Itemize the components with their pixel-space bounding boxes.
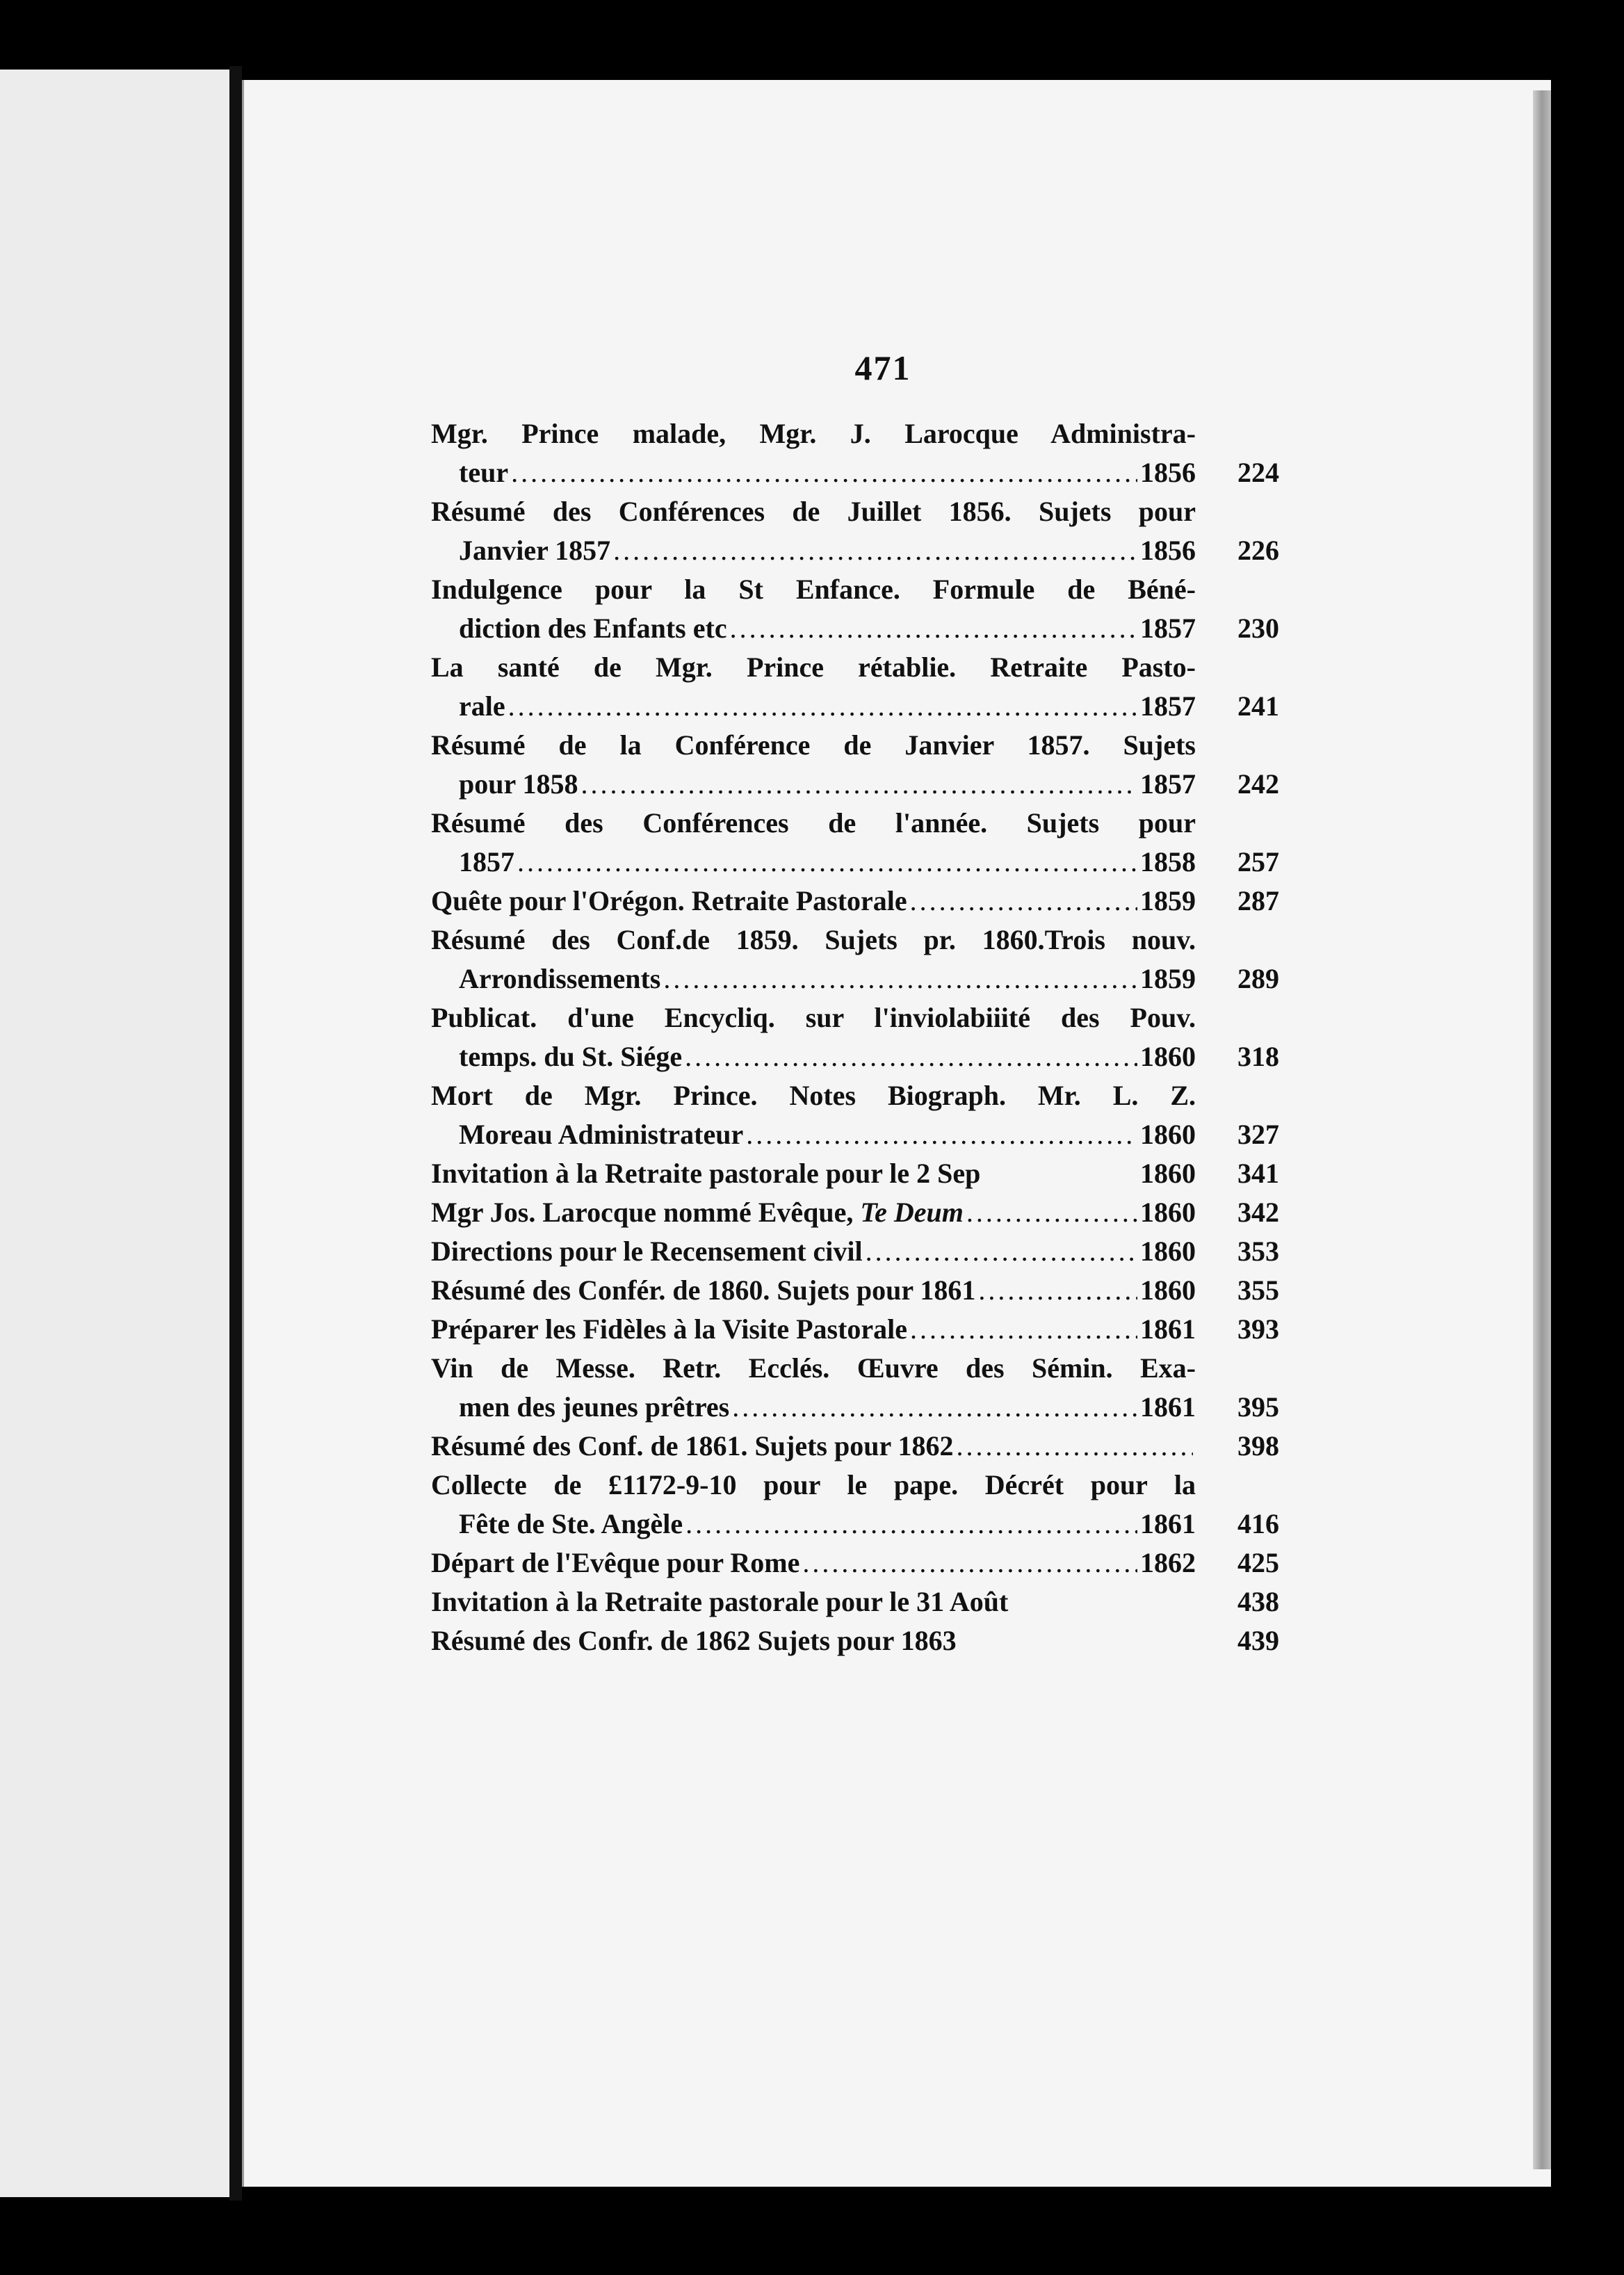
toc-entry-title: Mgr Jos. Larocque nommé Evêque, Te Deum — [431, 1197, 964, 1228]
toc-entry-title: Résumé des Conf. de 1861. Sujets pour 1862 — [431, 1430, 954, 1462]
toc-entry-last-line — [431, 882, 1196, 921]
toc-entry-title: men des jeunes prêtres — [459, 1391, 730, 1423]
toc-entry — [431, 648, 1279, 726]
toc-entry-title: Départ de l'Evêque pour Rome — [431, 1547, 800, 1578]
toc-entry-year: 1862 — [1140, 1547, 1196, 1578]
toc-entry-title: Fête de Ste. Angèle — [459, 1508, 683, 1539]
toc-entry-year: 1856 — [1140, 457, 1196, 488]
toc-entry-last-line — [431, 960, 1196, 998]
toc-entry-last-line — [431, 1388, 1196, 1427]
toc-entry-year: 1861 — [1140, 1391, 1196, 1423]
toc-entry-title: Résumé des Confr. de 1862 Sujets pour 1863 — [431, 1625, 957, 1656]
toc-entry-year: 1861 — [1140, 1313, 1196, 1345]
toc-entry — [431, 998, 1279, 1076]
toc-entry-line: Résumé des Conférences de Juillet 1856. Sujets pour — [431, 496, 1196, 527]
toc-entry — [431, 1544, 1279, 1582]
toc-entry — [431, 1621, 1279, 1660]
leader-dots — [966, 1193, 1137, 1232]
toc-entry-last-line — [431, 1505, 1196, 1544]
leader-dots — [511, 453, 1137, 492]
toc-entry — [431, 1349, 1279, 1427]
toc-entry-last-line — [431, 1310, 1196, 1349]
toc-entry — [431, 1582, 1279, 1621]
toc-entry-title: Invitation à la Retraite pastorale pour le 31 Août — [431, 1586, 1009, 1617]
toc-entry-last-line — [431, 609, 1196, 648]
leader-dots — [581, 765, 1137, 804]
leader-dots — [613, 531, 1137, 570]
toc-entry-year: 1857 — [1140, 690, 1196, 722]
toc-entry-title: Résumé des Confér. de 1860. Sujets pour 1861 — [431, 1274, 976, 1306]
toc-entry — [431, 882, 1279, 921]
toc-entry-page: 241 — [1237, 690, 1279, 722]
leader-dots — [910, 1310, 1137, 1349]
toc-entry-title: rale — [459, 690, 505, 722]
toc-entry-last-line — [431, 1193, 1196, 1232]
toc-entry-line: Mgr. Prince malade, Mgr. J. Larocque Administra- — [431, 418, 1196, 449]
toc-entry-title: 1857 — [459, 846, 514, 877]
toc-entry — [431, 1466, 1279, 1544]
left-page — [0, 70, 234, 2197]
toc-entry-page: 438 — [1237, 1586, 1279, 1617]
page-number: 471 — [854, 348, 911, 387]
toc-entry — [431, 921, 1279, 998]
toc-entry-year: 1857 — [1140, 613, 1196, 644]
toc-entry — [431, 726, 1279, 804]
toc-entry-year: 1856 — [1140, 535, 1196, 566]
leader-dots — [663, 960, 1137, 998]
toc-entry — [431, 1076, 1279, 1154]
toc-entry-page: 230 — [1237, 613, 1279, 644]
toc-entry-title: Quête pour l'Orégon. Retraite Pastorale — [431, 885, 907, 916]
toc-entry-last-line — [431, 1232, 1196, 1271]
toc-entry-page: 395 — [1237, 1391, 1279, 1423]
toc-entry — [431, 1271, 1279, 1310]
toc-entry-page: 318 — [1237, 1041, 1279, 1072]
toc-entry — [431, 492, 1279, 570]
toc-entry-last-line — [431, 1582, 1196, 1621]
toc-entry-last-line — [431, 1154, 1196, 1193]
toc-entry-line: Mort de Mgr. Prince. Notes Biograph. Mr. L. Z. — [431, 1080, 1196, 1111]
toc-entry-last-line — [431, 843, 1196, 882]
toc-entry-page: 289 — [1237, 963, 1279, 994]
toc-entry-last-line — [431, 765, 1196, 804]
toc-entry-year: 1860 — [1140, 1041, 1196, 1072]
leader-dots — [746, 1115, 1137, 1154]
toc-entry — [431, 414, 1279, 492]
leader-dots — [802, 1544, 1137, 1582]
toc-entry-page: 226 — [1237, 535, 1279, 566]
toc-entry-page: 341 — [1237, 1158, 1279, 1189]
toc-entry-title: teur — [459, 457, 509, 488]
toc-entry-line: Collecte de £1172-9-10 pour le pape. Décrét pour la — [431, 1469, 1196, 1500]
toc-entry-line: Résumé des Conf.de 1859. Sujets pr. 1860.Trois nouv. — [431, 924, 1196, 955]
toc-entry-last-line — [431, 1544, 1196, 1582]
toc-entry-last-line — [431, 687, 1196, 726]
leader-dots — [866, 1232, 1137, 1271]
toc-entry-page: 353 — [1237, 1236, 1279, 1267]
leader-dots — [508, 687, 1137, 726]
toc-entry-year: 1861 — [1140, 1508, 1196, 1539]
toc-entry-line: La santé de Mgr. Prince rétablie. Retraite Pasto- — [431, 651, 1196, 683]
toc-entry-title: Janvier 1857 — [459, 535, 611, 566]
toc-entry-page: 224 — [1237, 457, 1279, 488]
toc-entry-title: diction des Enfants etc — [459, 613, 727, 644]
toc-entry-year: 1858 — [1140, 846, 1196, 877]
toc-entry-title: Préparer les Fidèles à la Visite Pastorale — [431, 1313, 908, 1345]
toc-entry-last-line — [431, 453, 1196, 492]
leader-dots — [685, 1037, 1137, 1076]
leader-dots — [517, 843, 1137, 882]
leader-dots — [730, 609, 1137, 648]
toc-entry — [431, 1427, 1279, 1466]
page-edge — [1533, 90, 1551, 2169]
leader-dots — [978, 1271, 1137, 1310]
toc-entry-title: Arrondissements — [459, 963, 661, 994]
toc-entry-title: Directions pour le Recensement civil — [431, 1236, 863, 1267]
toc-entry-page: 439 — [1237, 1625, 1279, 1656]
toc-entry-year: 1860 — [1140, 1236, 1196, 1267]
toc-entry-title: pour 1858 — [459, 768, 578, 800]
toc-entry-year: 1860 — [1140, 1197, 1196, 1228]
leader-dots — [910, 882, 1137, 921]
toc-entry-page: 355 — [1237, 1274, 1279, 1306]
toc-entry-page: 393 — [1237, 1313, 1279, 1345]
toc-entry-page: 327 — [1237, 1119, 1279, 1150]
toc-entry-year: 1860 — [1140, 1158, 1196, 1189]
toc-entry-page: 425 — [1237, 1547, 1279, 1578]
leader-dots — [732, 1388, 1137, 1427]
toc-entry — [431, 1310, 1279, 1349]
toc-entry-last-line — [431, 531, 1196, 570]
toc-entry — [431, 804, 1279, 882]
toc-entry-line: Résumé des Conférences de l'année. Sujets pour — [431, 807, 1196, 839]
toc-entry-last-line — [431, 1115, 1196, 1154]
toc-entry-line: Résumé de la Conférence de Janvier 1857. Sujets — [431, 729, 1196, 761]
toc-entry-last-line — [431, 1621, 1196, 1660]
toc-entry-title: temps. du St. Siége — [459, 1041, 683, 1072]
toc-entry-page: 416 — [1237, 1508, 1279, 1539]
leader-dots — [957, 1427, 1193, 1466]
toc-entry — [431, 1193, 1279, 1232]
table-of-contents — [431, 414, 1279, 1660]
toc-entry-year: 1860 — [1140, 1119, 1196, 1150]
toc-entry-line: Publicat. d'une Encycliq. sur l'inviolabiiité des Pouv. — [431, 1002, 1196, 1033]
toc-entry — [431, 570, 1279, 648]
toc-entry-year: 1859 — [1140, 885, 1196, 916]
toc-entry-page: 242 — [1237, 768, 1279, 800]
toc-entry — [431, 1232, 1279, 1271]
toc-entry-line: Vin de Messe. Retr. Ecclés. Œuvre des Sémin. Exa- — [431, 1352, 1196, 1384]
toc-entry-year: 1860 — [1140, 1274, 1196, 1306]
toc-entry-title: Invitation à la Retraite pastorale pour le 2 Sep — [431, 1158, 981, 1189]
toc-entry-last-line — [431, 1271, 1196, 1310]
book-gutter — [229, 66, 242, 2201]
toc-entry-year: 1857 — [1140, 768, 1196, 800]
toc-entry-page: 342 — [1237, 1197, 1279, 1228]
toc-entry-year: 1859 — [1140, 963, 1196, 994]
toc-entry-line: Indulgence pour la St Enfance. Formule de Béné- — [431, 574, 1196, 605]
toc-entry-page: 398 — [1237, 1430, 1279, 1462]
toc-entry-page: 287 — [1237, 885, 1279, 916]
toc-entry-page: 257 — [1237, 846, 1279, 877]
toc-entry — [431, 1154, 1279, 1193]
toc-entry-last-line — [431, 1427, 1196, 1466]
toc-entry-title: Moreau Administrateur — [459, 1119, 744, 1150]
toc-entry-last-line — [431, 1037, 1196, 1076]
leader-dots — [685, 1505, 1137, 1544]
